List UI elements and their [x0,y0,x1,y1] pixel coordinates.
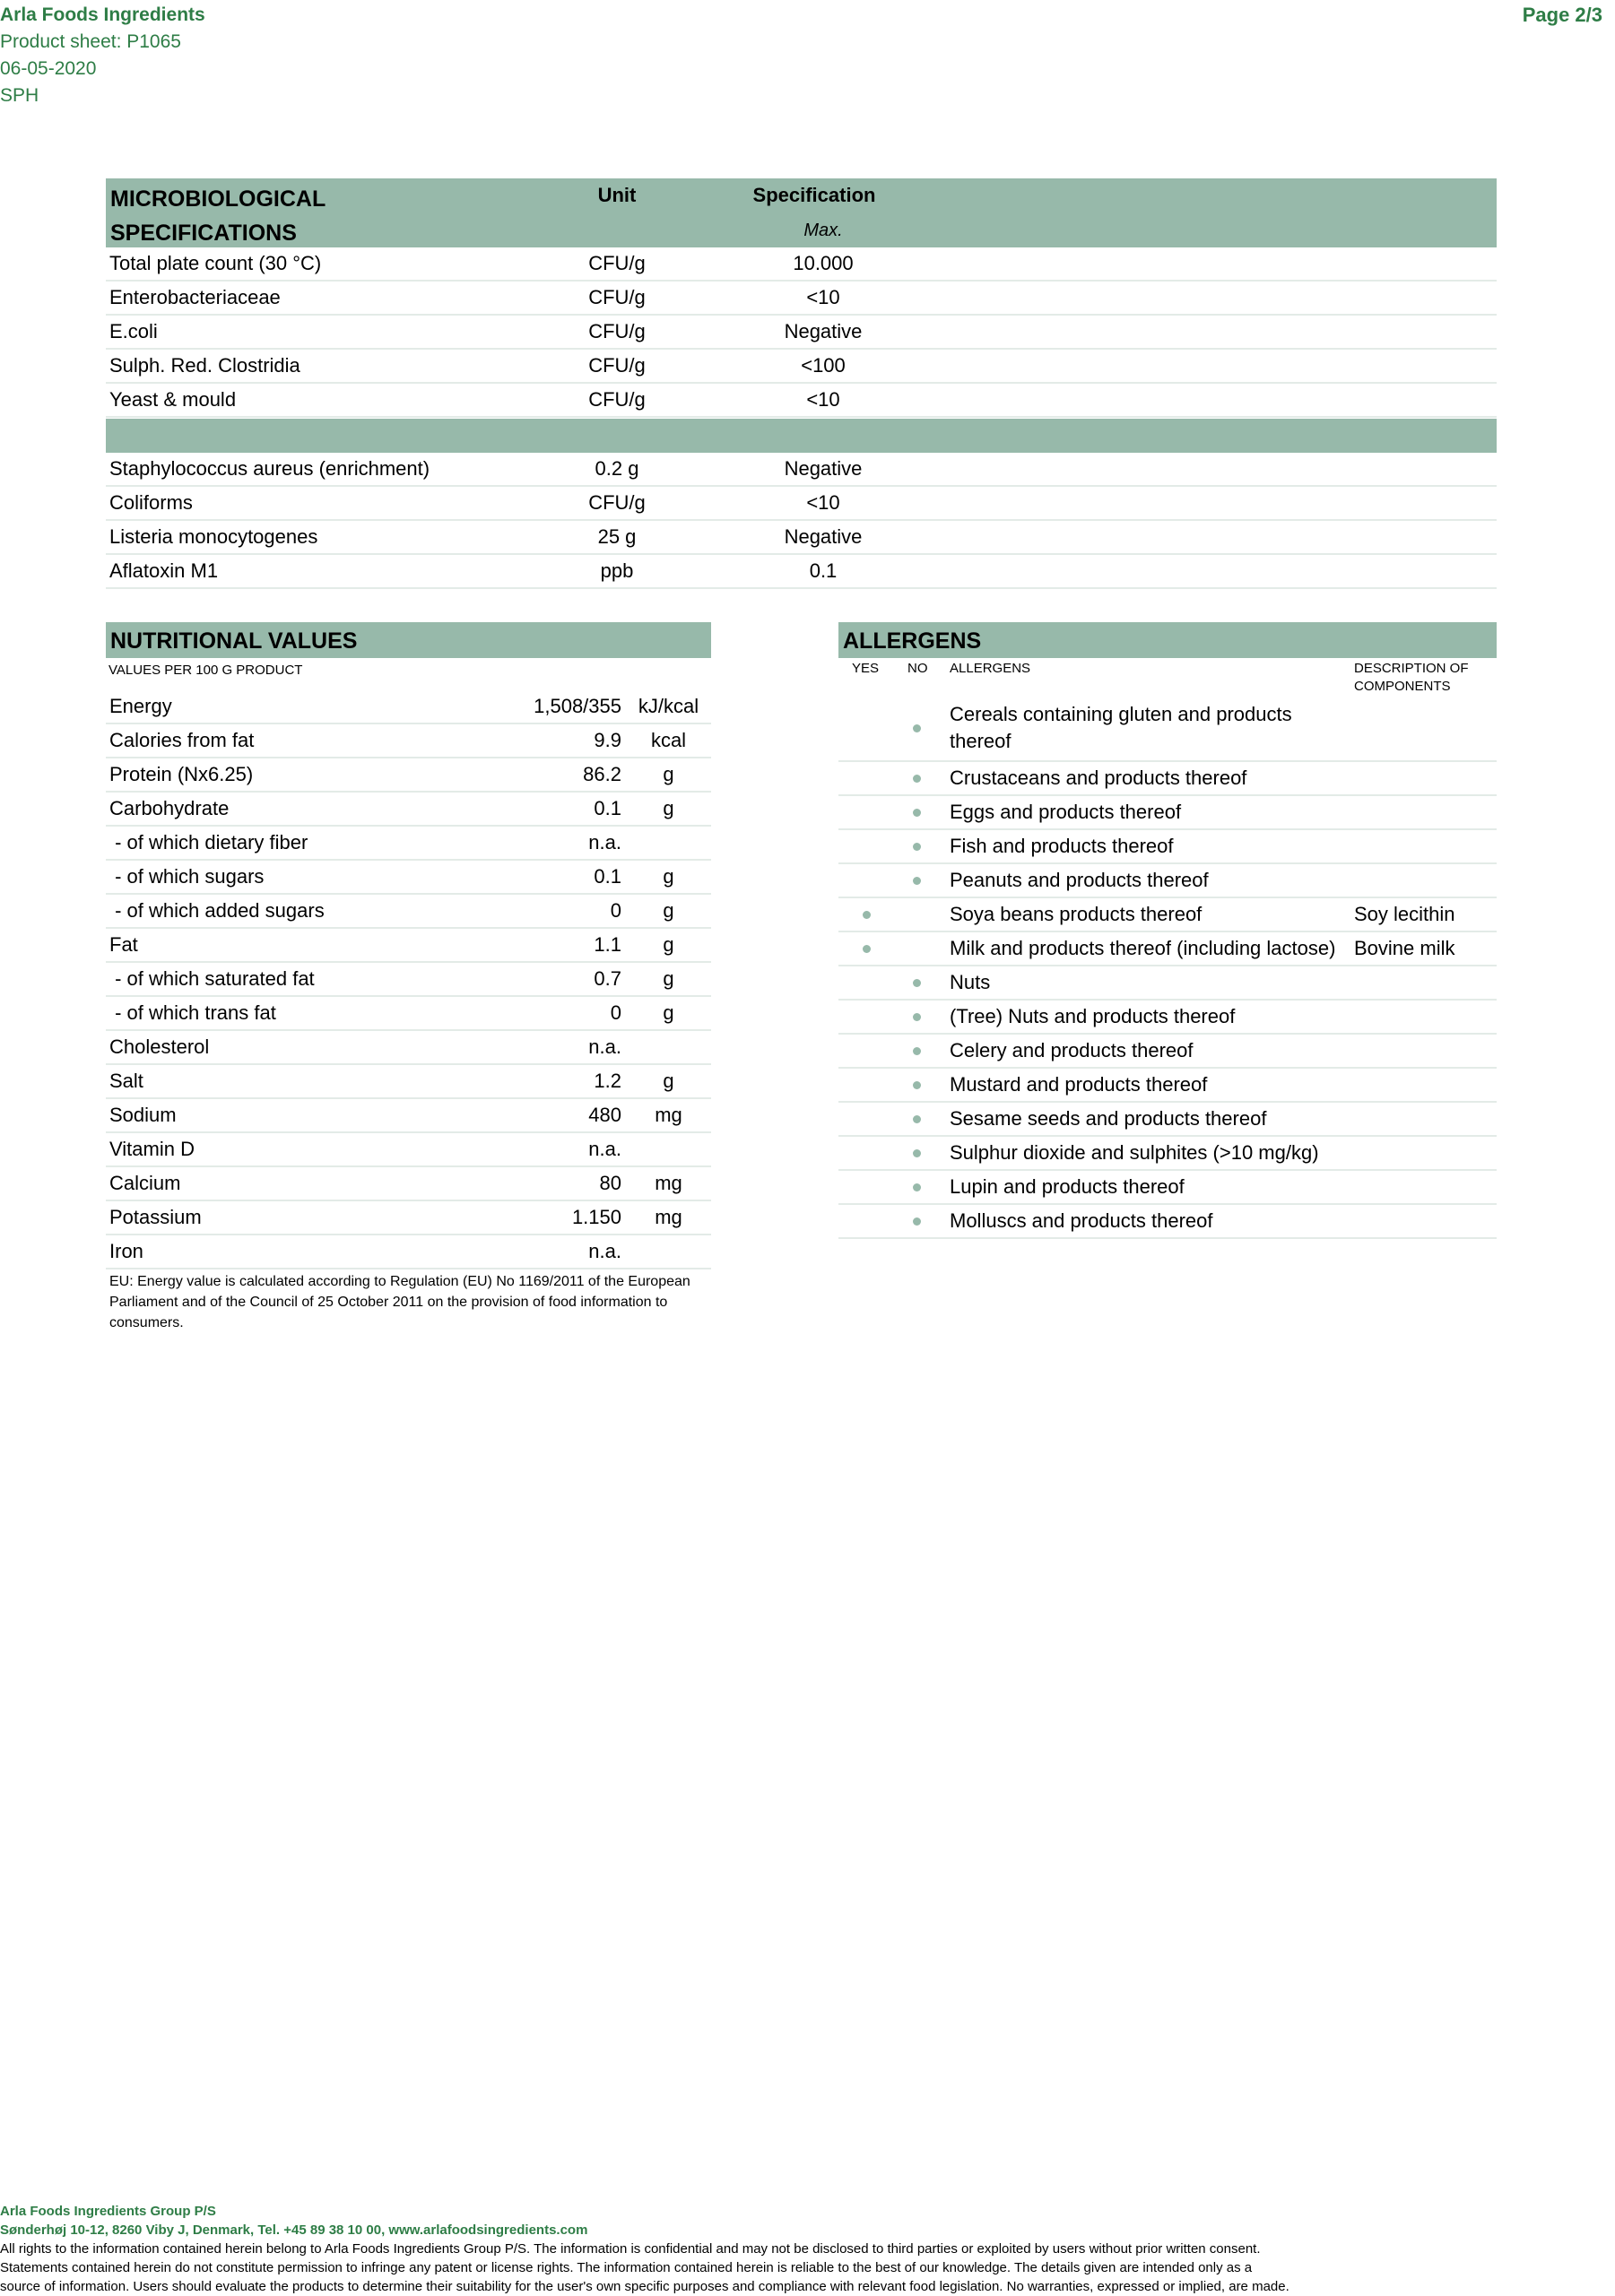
micro-specification: <10 [806,286,840,308]
nutrient-value: n.a. [588,831,621,853]
nutrient-name: Energy [109,695,172,717]
table-row [106,247,1497,282]
no-marker-icon [913,809,921,817]
nutrient-unit: kcal [650,729,687,751]
nutrient-name: - of which saturated fat [109,967,315,990]
page-number: Page 2/3 [1522,4,1602,26]
nutrient-name: Sodium [109,1104,177,1126]
table-row [106,282,1497,316]
nutrient-value: 86.2 [583,763,621,785]
nutrient-value: 0.7 [594,967,621,990]
nutrient-unit: g [663,967,674,990]
micro-unit: CFU/g [588,388,646,411]
allergen-name: Milk and products thereof (including lactose) [950,937,1336,959]
nutrient-unit: g [663,763,674,785]
micro-max-header: Max. [803,221,843,240]
col-no-header: NO [907,661,928,676]
table-row [838,1171,1497,1205]
micro-title-line1: MICROBIOLOGICAL [110,186,326,212]
micro-specification: Negative [784,525,863,548]
nutrient-unit: mg [655,1104,682,1126]
table-row [106,997,711,1031]
no-marker-icon [913,877,921,885]
table-row [106,690,711,724]
nutrient-name: - of which sugars [109,865,265,888]
micro-unit: CFU/g [588,286,646,308]
nutrient-name: Fat [109,933,138,956]
nutrition-subtitle: VALUES PER 100 G PRODUCT [109,663,303,678]
micro-specification: <100 [801,354,846,377]
allergen-description: Bovine milk [1354,937,1455,959]
allergen-name: Eggs and products thereof [950,801,1182,823]
micro-unit: 25 g [597,525,637,548]
micro-specification: <10 [806,491,840,514]
micro-specification: 10.000 [793,252,854,274]
micro-unit: ppb [600,559,634,582]
nutrient-value: 1,508/355 [534,695,621,717]
table-row [106,555,1497,589]
document-date: 06-05-2020 [0,58,97,79]
table-row [106,1031,711,1065]
nutrient-name: Carbohydrate [109,797,230,819]
no-marker-icon [913,1047,921,1055]
micro-unit: CFU/g [588,354,646,377]
micro-unit: 0.2 g [595,457,639,480]
table-row [106,963,711,997]
table-row [838,762,1497,796]
nutrient-value: 1.150 [571,1206,621,1228]
nutrient-unit: mg [655,1206,682,1228]
allergens-title: ALLERGENS [843,628,982,654]
table-row [106,724,711,758]
table-row [838,932,1497,966]
nutrient-name: - of which dietary fiber [109,831,308,853]
table-row [106,793,711,827]
micro-unit: CFU/g [588,252,646,274]
allergen-name: Sesame seeds and products thereof [950,1107,1267,1130]
micro-parameter: Enterobacteriaceae [109,286,281,308]
footer-disclaimer-2: Statements contained herein do not constitute permission to infringe any patent or license rights. The information contained herein is reliable to the best of our knowledge. The details given are intended only as a [0,2260,1253,2275]
table-row [106,861,711,895]
footer-disclaimer-1: All rights to the information contained herein belong to Arla Foods Ingredients Group P/S. The information is confidential and may not be disclosed to third parties or exploited by users without prior written consent. [0,2241,1261,2257]
nutrient-value: n.a. [588,1138,621,1160]
allergens-header-band [838,622,1497,658]
nutrient-name: - of which added sugars [109,899,325,922]
document-code: SPH [0,85,39,106]
micro-title [110,182,487,250]
allergen-name: (Tree) Nuts and products thereof [950,1005,1236,1027]
table-row [838,898,1497,932]
nutrient-name: Calories from fat [109,729,255,751]
no-marker-icon [913,843,921,851]
footer-disclaimer-3: source of information. Users should evaluate the products to determine their suitability for the user's own specific purposes and compliance with relevant food legislation. No warranties, expressed or implied, are made. [0,2279,1289,2294]
micro-unit: CFU/g [588,320,646,342]
nutrition-title: NUTRITIONAL VALUES [110,628,358,654]
micro-specification: <10 [806,388,840,411]
footer-company: Arla Foods Ingredients Group P/S [0,2204,216,2219]
nutrient-unit: g [663,899,674,922]
table-row [838,966,1497,1001]
table-row [106,1065,711,1099]
micro-divider-band [106,419,1497,453]
micro-parameter: E.coli [109,320,158,342]
nutrient-unit: g [663,1070,674,1092]
micro-unit-header: Unit [597,184,637,206]
nutrient-value: n.a. [588,1035,621,1058]
table-row [838,1205,1497,1239]
nutrient-unit: mg [655,1172,682,1194]
table-row [838,1001,1497,1035]
nutrient-name: Potassium [109,1206,202,1228]
yes-marker-icon [863,911,871,919]
allergen-name: Peanuts and products thereof [950,869,1209,891]
micro-parameter: Yeast & mould [109,388,237,411]
table-row [106,758,711,793]
micro-parameter: Staphylococcus aureus (enrichment) [109,457,430,480]
micro-parameter: Listeria monocytogenes [109,525,318,548]
table-row [838,864,1497,898]
nutrient-value: 0.1 [594,865,621,888]
allergen-name: Celery and products thereof [950,1039,1194,1061]
nutrient-name: Calcium [109,1172,181,1194]
table-row [838,696,1497,762]
table-row [106,827,711,861]
no-marker-icon [913,979,921,987]
allergen-name: Mustard and products thereof [950,1073,1208,1096]
table-row [106,316,1497,350]
micro-parameter: Sulph. Red. Clostridia [109,354,300,377]
nutrient-value: 1.1 [594,933,621,956]
nutrition-table [106,622,711,1339]
table-row [106,1167,711,1201]
table-row [838,1035,1497,1069]
nutrient-name: Salt [109,1070,143,1092]
yes-marker-icon [863,945,871,953]
table-row [106,895,711,929]
table-row [838,796,1497,830]
table-row [838,1069,1497,1103]
nutrient-name: Protein (Nx6.25) [109,763,254,785]
nutrient-name: Vitamin D [109,1138,195,1160]
nutrient-unit: g [663,933,674,956]
no-marker-icon [913,1183,921,1191]
micro-spec-header: Specification [752,184,876,206]
allergen-name: Nuts [950,971,991,993]
nutrient-value: 9.9 [594,729,621,751]
col-allergens-header: ALLERGENS [950,661,1031,676]
nutrient-unit: g [663,797,674,819]
nutrient-unit: g [663,865,674,888]
no-marker-icon [913,1217,921,1226]
col-yes-header: YES [852,661,880,676]
nutrient-name: Iron [109,1240,143,1262]
micro-unit: CFU/g [588,491,646,514]
nutrient-unit: g [663,1001,674,1024]
table-row [106,929,711,963]
nutrient-value: 1.2 [594,1070,621,1092]
product-sheet-id: Product sheet: P1065 [0,31,181,52]
micro-parameter: Aflatoxin M1 [109,559,219,582]
table-row [106,1235,711,1269]
table-row [106,1133,711,1167]
micro-specification: Negative [784,320,863,342]
nutrient-name: Cholesterol [109,1035,210,1058]
allergen-name: Cereals containing gluten and products thereof [950,703,1292,752]
micro-specification: Negative [784,457,863,480]
nutrient-unit: kJ/kcal [638,695,699,717]
no-marker-icon [913,1081,921,1089]
nutrient-value: 0.1 [594,797,621,819]
footer-address: Sønderhøj 10-12, 8260 Viby J, Denmark, Tel. +45 89 38 10 00, www.arlafoodsingredients.com [0,2222,588,2238]
allergen-description: Soy lecithin [1354,903,1455,925]
nutrient-value: 480 [588,1104,621,1126]
micro-header-band [106,178,1497,247]
micro-specification: 0.1 [809,559,838,582]
table-row [106,1201,711,1235]
table-row [106,350,1497,384]
nutrition-header-band [106,622,711,658]
table-row [106,1099,711,1133]
document-header [0,2,205,109]
micro-title-line2: SPECIFICATIONS [110,221,297,246]
table-row [838,1137,1497,1171]
nutrient-name: - of which trans fat [109,1001,276,1024]
no-marker-icon [913,1115,921,1123]
nutrient-value: 0 [610,1001,621,1024]
document-footer [0,2202,1615,2296]
allergen-name: Lupin and products thereof [950,1175,1185,1198]
micro-parameter: Coliforms [109,491,193,514]
allergen-name: Molluscs and products thereof [950,1209,1213,1232]
no-marker-icon [913,1149,921,1157]
allergens-table [838,622,1497,1286]
allergen-name: Crustaceans and products thereof [950,767,1247,789]
nutrient-value: 80 [599,1172,621,1194]
nutrient-value: n.a. [588,1240,621,1262]
micro-parameter: Total plate count (30 °C) [109,252,322,274]
no-marker-icon [913,724,921,732]
table-row [106,487,1497,521]
allergen-name: Soya beans products thereof [950,903,1203,925]
nutrition-note: EU: Energy value is calculated according to Regulation (EU) No 1169/2011 of the European Parliament and of the Council of 25 October 2011 on the provision of food information to consumers. [109,1274,690,1330]
allergen-name: Sulphur dioxide and sulphites (>10 mg/kg) [950,1141,1319,1164]
company-name: Arla Foods Ingredients [0,4,205,25]
allergen-name: Fish and products thereof [950,835,1174,857]
table-row [106,384,1497,418]
nutrient-value: 0 [610,899,621,922]
no-marker-icon [913,1013,921,1021]
table-row [106,521,1497,555]
table-row [838,830,1497,864]
microbiological-table [106,178,1497,593]
no-marker-icon [913,775,921,783]
col-description-header: DESCRIPTION OF COMPONENTS [1354,661,1469,694]
table-row [106,453,1497,487]
table-row [838,1103,1497,1137]
